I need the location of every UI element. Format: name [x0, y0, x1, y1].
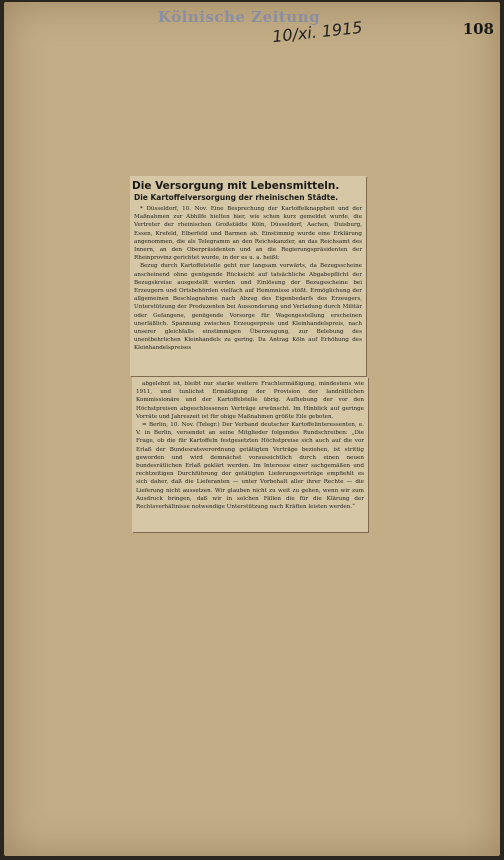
newspaper-clipping-part-1	[130, 176, 366, 376]
paragraph: * Düsseldorf, 10. Nov. Eine Besprechung der Kartoffelknappheit und der Maßnahmen zur Abhilfe hielten hier, wie schon kurz gemeldet wurde, die Vertreter der rheinischen Großstädte Köln, Düsseldorf, Aachen, Duisburg, Essen, Krefeld, Elberfeld und Barmen ab. Einstimmig wurde eine Erklärung angenommen, die als Telegramm an den Reichskanzler, an das Reichsamt des Innern, an den Oberpräsidenten und an die Regierungspräsidenten der Rheinprovinz gerichtet wurde, in der es u. a. heißt:	[134, 206, 362, 262]
handwritten-date: 10/xi. 1915	[271, 17, 364, 47]
article-subheadline: Die Kartoffelversorgung der rheinischen Städte.	[134, 193, 339, 202]
paragraph: Bezug durch Kartoffelstelle geht nur langsam vorwärts, da Bezugsscheine anscheinend ohne genügende Rücksicht auf tatsächliche Abgabepflicht der Bezugskreise ausgestellt werden und Einlösung der Bezugsscheine bei Erzeugern und Ortsbehörden vielfach auf Hemmnisse stößt. Ermöglichung der allgemeinen Beschlagnahme nach Abzug des Eigenbedarfs des Erzeugers, Unterstützung der Produzenten bei Aussonderung und Verladung durch Militär oder Gefangene, genügende Vorsorge für Wagengestellung erscheinen unerläßlich. Spannung zwischen Erzeugerpreis und Kleinhandelspreis, nach unserer gleichfalls einstimmigen Überzeugung, zur Belebung des unentbehrlichen Kleinhandels zu gering. Da Antrag Köln auf Erhöhung des Kleinhandelspreises	[134, 263, 362, 352]
article-column-2	[132, 377, 368, 511]
newspaper-stamp: Kölnische Zeitung	[157, 8, 321, 26]
paragraph: = Berlin, 10. Nov. (Telegr.) Der Verband deutscher Kartoffelinteressenten, e. V. in Berlin, versendet an seine Mitglieder folgendes Rundschreiben: „Die Frage, ob die für Kartoffeln festgesetzten Höchstpreise sich auch auf die vor Erlaß der Bundesratsverordnung getätigten Verträge beziehen, ist strittig geworden und wird demnächst voraussichtlich durch einen neuen bundesrätlichen Erlaß geklärt werden. Im Interesse einer sachgemäßen und rechtzeitigen Durchführung der getätigten Lieferungsverträge empfiehlt es sich daher, daß die Lieferanten — unter Vorbehalt aller ihrer Rechte — die Lieferung nicht aussetzen. Wir glauben nicht zu weit zu gehen, wenn wir zum Ausdruck bringen, daß wir in solchen Fällen die für die Klärung der Rechtsverhältnisse notwendige Unterstützung nach Kräften leisten werden.“	[136, 422, 364, 511]
article-headline: Die Versorgung mit Lebensmitteln.	[132, 180, 340, 192]
paragraph: abgelehnt ist, bleibt nur starke weitere Frachtermäßigung, mindestens wie 1911, und tunlichst Ermäßigung der Provision der landrätlichen Kommissionäre und der Kartoffelstelle übrig. Aufhebung der vor den Höchstpreisen abgeschlossenen Verträge erwünscht. Im Hinblick auf geringe Vorräte und Jahreszeit ist für obige Maßnahmen größte Eile geboten.	[136, 381, 364, 420]
article-column-1	[130, 205, 366, 353]
page-number: 108	[462, 20, 494, 38]
newspaper-clipping-part-2	[132, 377, 368, 532]
archive-sheet	[4, 2, 500, 856]
